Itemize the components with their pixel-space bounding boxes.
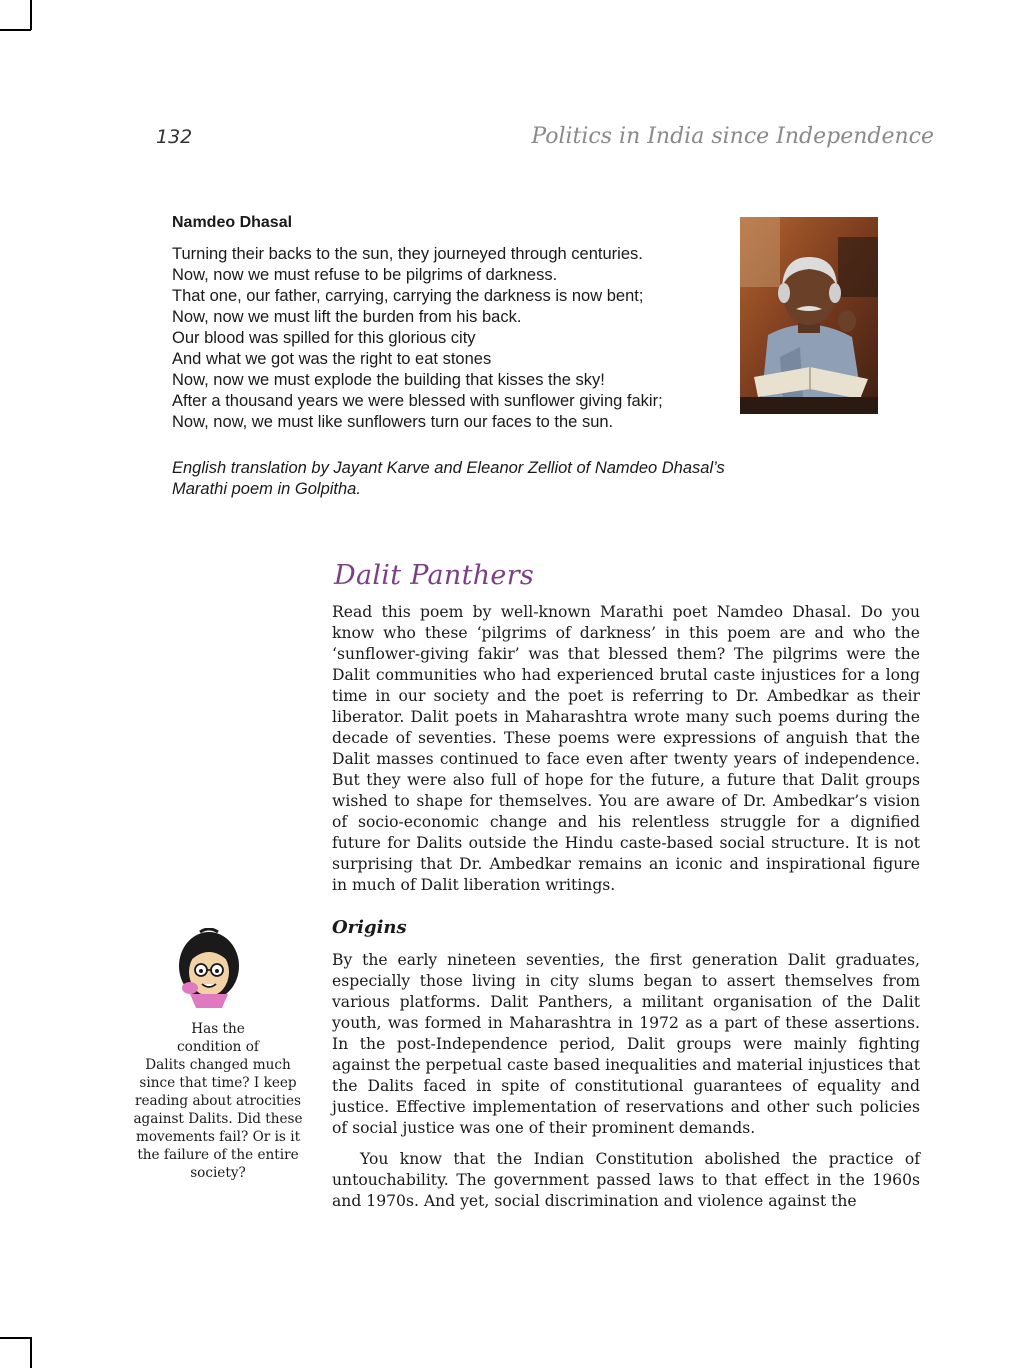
poem-line: Now, now we must lift the burden from his back.	[172, 308, 522, 326]
note-line: movements fail? Or is it	[135, 1129, 301, 1145]
margin-question-note	[124, 1020, 312, 1182]
poem-box	[172, 214, 732, 433]
cartoon-girl-drawing	[176, 928, 242, 1008]
intro-paragraph: Read this poem by well-known Marathi poet Namdeo Dhasal. Do you know who these ‘pilgrims of darkness’ in this poem are and who the ‘sunflower-giving fakir’ was that blessed them? The pilgrims were the Dalit communities who had experienced brutal caste injustices for a long time in our society and the poet is referring to Dr. Ambedkar as their liberator. Dalit poets in Maharashtra wrote many such poems during the decade of seventies. These poems were expressions of anguish that the Dalit masses continued to face even after twenty years of independence. But they were also full of hope for the future, a future that Dalit groups wished to shape for themselves. You are aware of Dr. Ambedkar’s vision of socio-economic change and his relentless struggle for a dignified future for Dalits outside the Hindu caste-based social structure. It is not surprising that Dr. Ambedkar remains an iconic and inspirational figure in much of Dalit liberation writings.	[332, 603, 920, 894]
poem-line: And what we got was the right to eat stones	[172, 350, 492, 368]
note-line: reading about atrocities	[134, 1093, 302, 1109]
crop-mark-bottom-left-horizontal	[0, 1337, 31, 1339]
section-title: Dalit Panthers	[334, 560, 535, 591]
poem-line: Now, now we must explode the building that kisses the sky!	[172, 371, 605, 389]
page-number: 132	[156, 126, 193, 148]
crop-mark-bottom-left-vertical	[30, 1337, 32, 1368]
cartoon-girl-icon	[176, 928, 242, 1008]
note-line: against Dalits. Did these	[133, 1111, 303, 1127]
poem-line: After a thousand years we were blessed with sunflower giving fakir;	[172, 392, 663, 410]
credit-line: Marathi poem in Golpitha.	[172, 480, 361, 498]
note-line: society?	[190, 1165, 246, 1181]
poem-line: Our blood was spilled for this glorious city	[172, 329, 476, 347]
portrait-illustration	[740, 217, 878, 414]
constitution-paragraph: You know that the Indian Constitution abolished the practice of untouchability. The government passed laws to that effect in the 1960s and 1970s. And yet, social discrimination and violence against the	[332, 1150, 920, 1210]
poem-author: Namdeo Dhasal	[172, 214, 293, 231]
running-title: Politics in India since Independence	[531, 124, 934, 149]
poem-translation-credit	[172, 458, 792, 500]
note-line: Dalits changed much	[145, 1057, 291, 1073]
note-line: Has the	[191, 1021, 245, 1037]
crop-mark-top-left-vertical	[30, 0, 32, 30]
poem-line: Turning their backs to the sun, they journeyed through centuries.	[172, 245, 643, 263]
origins-paragraph: By the early nineteen seventies, the first generation Dalit graduates, especially those living in city slums began to assert themselves from various platforms. Dalit Panthers, a militant organisation of the Dalit youth, was formed in Maharashtra in 1972 as a part of these assertions. In the post-Independence period, Dalit groups were mainly fighting against the perpetual caste based inequalities and material injustices that the Dalits faced in spite of constitutional guarantees of equality and justice. Effective implementation of reservations and other such policies of social justice was one of their prominent demands.	[332, 951, 920, 1137]
poem-line: Now, now, we must like sunflowers turn our faces to the sun.	[172, 413, 614, 431]
subheading-origins: Origins	[332, 917, 407, 938]
credit-line: English translation by Jayant Karve and Eleanor Zelliot of Namdeo Dhasal’s	[172, 459, 725, 477]
note-line: condition of	[177, 1039, 259, 1055]
poem-line: Now, now we must refuse to be pilgrims of darkness.	[172, 266, 558, 284]
poem-lines	[172, 244, 732, 433]
note-line: since that time? I keep	[139, 1075, 297, 1091]
crop-mark-top-left-horizontal	[0, 29, 31, 31]
poem-line: That one, our father, carrying, carrying the darkness is now bent;	[172, 287, 644, 305]
poet-portrait-photo	[740, 217, 878, 414]
note-line: the failure of the entire	[137, 1147, 299, 1163]
